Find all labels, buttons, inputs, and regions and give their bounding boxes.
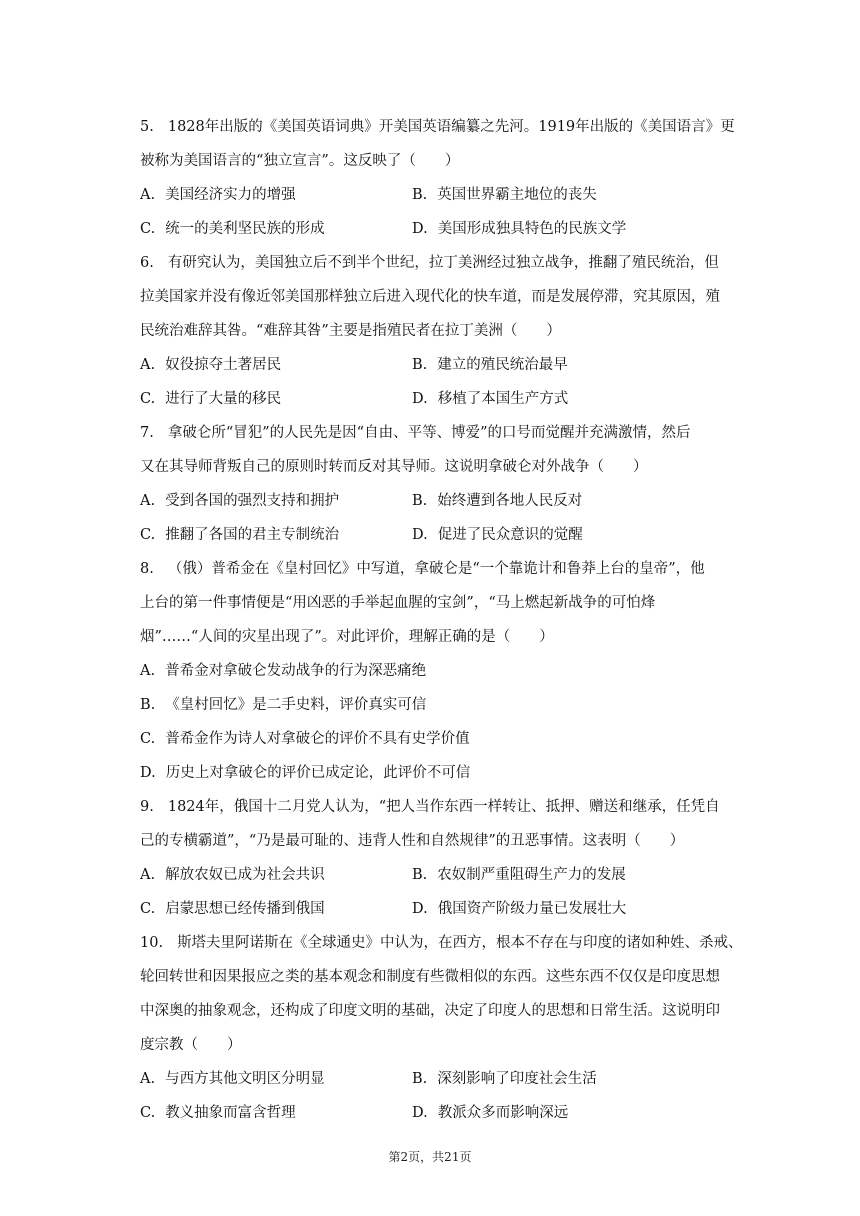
option-letter: C. bbox=[140, 731, 156, 747]
question-stem-line bbox=[140, 246, 750, 280]
answer-option bbox=[140, 1062, 412, 1096]
option-letter: B. bbox=[412, 1071, 428, 1087]
question-stem-line bbox=[140, 280, 750, 314]
option-letter: A. bbox=[140, 493, 156, 509]
answer-option bbox=[140, 654, 750, 688]
question-number: 9. bbox=[140, 799, 154, 815]
answer-option bbox=[140, 348, 412, 382]
option-text: 统一的美利坚民族的形成 bbox=[165, 221, 325, 237]
answer-options bbox=[140, 484, 750, 552]
option-text: 普希金对拿破仑发动战争的行为深恶痛绝 bbox=[165, 663, 427, 679]
question-9 bbox=[140, 790, 750, 926]
question-10 bbox=[140, 926, 750, 1130]
question-text: 民统治难辞其咎。“难辞其咎”主要是指殖民者在拉丁美洲（ ） bbox=[140, 323, 561, 339]
option-letter: A. bbox=[140, 1071, 156, 1087]
question-stem-line bbox=[140, 416, 750, 450]
option-text: 受到各国的强烈支持和拥护 bbox=[165, 493, 340, 509]
option-text: 促进了民众意识的觉醒 bbox=[437, 527, 583, 543]
question-5 bbox=[140, 110, 750, 246]
option-text: 美国经济实力的增强 bbox=[165, 187, 296, 203]
option-letter: D. bbox=[412, 901, 428, 917]
option-text: 推翻了各国的君主专制统治 bbox=[165, 527, 340, 543]
question-stem-line bbox=[140, 110, 750, 144]
option-text: 历史上对拿破仑的评价已成定论，此评价不可信 bbox=[165, 765, 471, 781]
answer-option bbox=[140, 484, 412, 518]
option-letter: B. bbox=[412, 867, 428, 883]
option-text: 奴役掠夺土著居民 bbox=[165, 357, 282, 373]
option-letter: B. bbox=[412, 493, 428, 509]
question-text: 斯塔夫里阿诺斯在《全球通史》中认为，在西方，根本不存在与印度的诸如种姓、杀戒、 bbox=[177, 935, 743, 951]
option-text: 建立的殖民统治最早 bbox=[437, 357, 568, 373]
option-letter: C. bbox=[140, 221, 156, 237]
question-stem-line bbox=[140, 824, 750, 858]
option-letter: A. bbox=[140, 663, 156, 679]
question-text: 拉美国家并没有像近邻美国那样独立后进入现代化的快车道，而是发展停滞，究其原因，殖 bbox=[140, 289, 720, 305]
question-text: 上台的第一件事情便是“用凶恶的手举起血腥的宝剑”，“马上燃起新战争的可怕烽 bbox=[140, 595, 656, 611]
answer-option bbox=[412, 178, 684, 212]
answer-option bbox=[140, 756, 750, 790]
question-stem-line bbox=[140, 620, 750, 654]
question-text: 有研究认为，美国独立后不到半个世纪，拉丁美洲经过独立战争，推翻了殖民统治，但 bbox=[167, 255, 719, 271]
option-text: 美国形成独具特色的民族文学 bbox=[437, 221, 627, 237]
question-number: 7. bbox=[140, 425, 154, 441]
answer-options bbox=[140, 858, 750, 926]
option-letter: D. bbox=[412, 1105, 428, 1121]
option-text: 农奴制严重阻碍生产力的发展 bbox=[437, 867, 626, 883]
option-letter: D. bbox=[140, 765, 156, 781]
answer-option bbox=[140, 722, 750, 756]
question-text: 中深奥的抽象观念，还构成了印度文明的基础，决定了印度人的思想和日常生活。这说明印 bbox=[140, 1003, 720, 1019]
answer-option bbox=[412, 484, 684, 518]
answer-option bbox=[412, 348, 684, 382]
question-text: 烟”……“人间的灾星出现了”。对此评价，理解正确的是（ ） bbox=[140, 629, 554, 645]
question-list bbox=[140, 110, 750, 1130]
option-text: 解放农奴已成为社会共识 bbox=[165, 867, 325, 883]
question-stem-line bbox=[140, 144, 750, 178]
answer-option bbox=[412, 892, 684, 926]
question-stem-line bbox=[140, 1028, 750, 1062]
question-number: 10. bbox=[140, 935, 164, 951]
question-stem-line bbox=[140, 960, 750, 994]
question-text: 又在其导师背叛自己的原则时转而反对其导师。这说明拿破仑对外战争（ ） bbox=[140, 459, 648, 475]
question-stem-line bbox=[140, 314, 750, 348]
option-letter: C. bbox=[140, 527, 156, 543]
answer-option bbox=[140, 178, 412, 212]
option-letter: C. bbox=[140, 901, 156, 917]
question-stem-line bbox=[140, 552, 750, 586]
option-text: 始终遭到各地人民反对 bbox=[437, 493, 583, 509]
option-letter: A. bbox=[140, 867, 156, 883]
answer-options bbox=[140, 654, 750, 790]
answer-option bbox=[412, 212, 684, 246]
option-text: 深刻影响了印度社会生活 bbox=[437, 1071, 597, 1087]
option-text: 教派众多而影响深远 bbox=[437, 1105, 569, 1121]
question-stem-line bbox=[140, 450, 750, 484]
option-text: 教义抽象而富含哲理 bbox=[165, 1105, 296, 1121]
option-letter: C. bbox=[140, 1105, 156, 1121]
option-text: 启蒙思想已经传播到俄国 bbox=[165, 901, 325, 917]
answer-option bbox=[412, 382, 684, 416]
option-text: 移植了本国生产方式 bbox=[437, 391, 569, 407]
option-letter: A. bbox=[140, 357, 156, 373]
answer-option bbox=[140, 518, 412, 552]
question-stem-line bbox=[140, 994, 750, 1028]
answer-option bbox=[140, 1096, 412, 1130]
option-letter: B. bbox=[412, 357, 428, 373]
answer-options bbox=[140, 178, 750, 246]
answer-option bbox=[412, 1096, 684, 1130]
question-8 bbox=[140, 552, 750, 790]
answer-options bbox=[140, 348, 750, 416]
option-letter: D. bbox=[412, 527, 428, 543]
question-stem-line bbox=[140, 586, 750, 620]
answer-options bbox=[140, 1062, 750, 1130]
question-6 bbox=[140, 246, 750, 416]
question-stem-line bbox=[140, 926, 750, 960]
question-text: 度宗教（ ） bbox=[140, 1037, 242, 1053]
answer-option bbox=[412, 858, 684, 892]
question-number: 8. bbox=[140, 561, 154, 577]
option-letter: D. bbox=[412, 221, 428, 237]
question-text: （俄）普希金在《皇村回忆》中写道，拿破仑是“一个靠诡计和鲁莽上台的皇帝”，他 bbox=[167, 561, 705, 577]
answer-option bbox=[140, 688, 750, 722]
option-letter: D. bbox=[412, 391, 428, 407]
option-letter: B. bbox=[412, 187, 428, 203]
question-text: 1824年，俄国十二月党人认为，“把人当作东西一样转让、抵押、赠送和继承，任凭自 bbox=[167, 799, 720, 815]
question-text: 轮回转世和因果报应之类的基本观念和制度有些微相似的东西。这些东西不仅仅是印度思想 bbox=[140, 969, 720, 985]
question-stem-line bbox=[140, 790, 750, 824]
option-letter: C. bbox=[140, 391, 156, 407]
question-text: 拿破仑所“冒犯”的人民先是因“自由、平等、博爱”的口号而觉醒并充满激情，然后 bbox=[167, 425, 691, 441]
option-text: 《皇村回忆》是二手史料，评价真实可信 bbox=[165, 697, 427, 713]
option-text: 英国世界霸主地位的丧失 bbox=[437, 187, 597, 203]
answer-option bbox=[140, 892, 412, 926]
answer-option bbox=[412, 1062, 684, 1096]
option-text: 与西方其他文明区分明显 bbox=[165, 1071, 325, 1087]
question-text: 被称为美国语言的“独立宣言”。这反映了（ ） bbox=[140, 153, 460, 169]
question-7 bbox=[140, 416, 750, 552]
option-letter: A. bbox=[140, 187, 156, 203]
option-text: 进行了大量的移民 bbox=[165, 391, 282, 407]
answer-option bbox=[140, 858, 412, 892]
question-text: 己的专横霸道”，“乃是最可耻的、违背人性和自然规律”的丑恶事情。这表明（ ） bbox=[140, 833, 685, 849]
answer-option bbox=[412, 518, 684, 552]
answer-option bbox=[140, 382, 412, 416]
option-text: 俄国资产阶级力量已发展壮大 bbox=[437, 901, 627, 917]
option-text: 普希金作为诗人对拿破仑的评价不具有史学价值 bbox=[165, 731, 470, 747]
question-number: 5. bbox=[140, 119, 154, 135]
question-number: 6. bbox=[140, 255, 154, 271]
answer-option bbox=[140, 212, 412, 246]
option-letter: B. bbox=[140, 697, 156, 713]
question-text: 1828年出版的《美国英语词典》开美国英语编纂之先河。1919年出版的《美国语言》更 bbox=[167, 119, 735, 135]
page-footer: 第2页，共21页 bbox=[388, 1150, 472, 1164]
